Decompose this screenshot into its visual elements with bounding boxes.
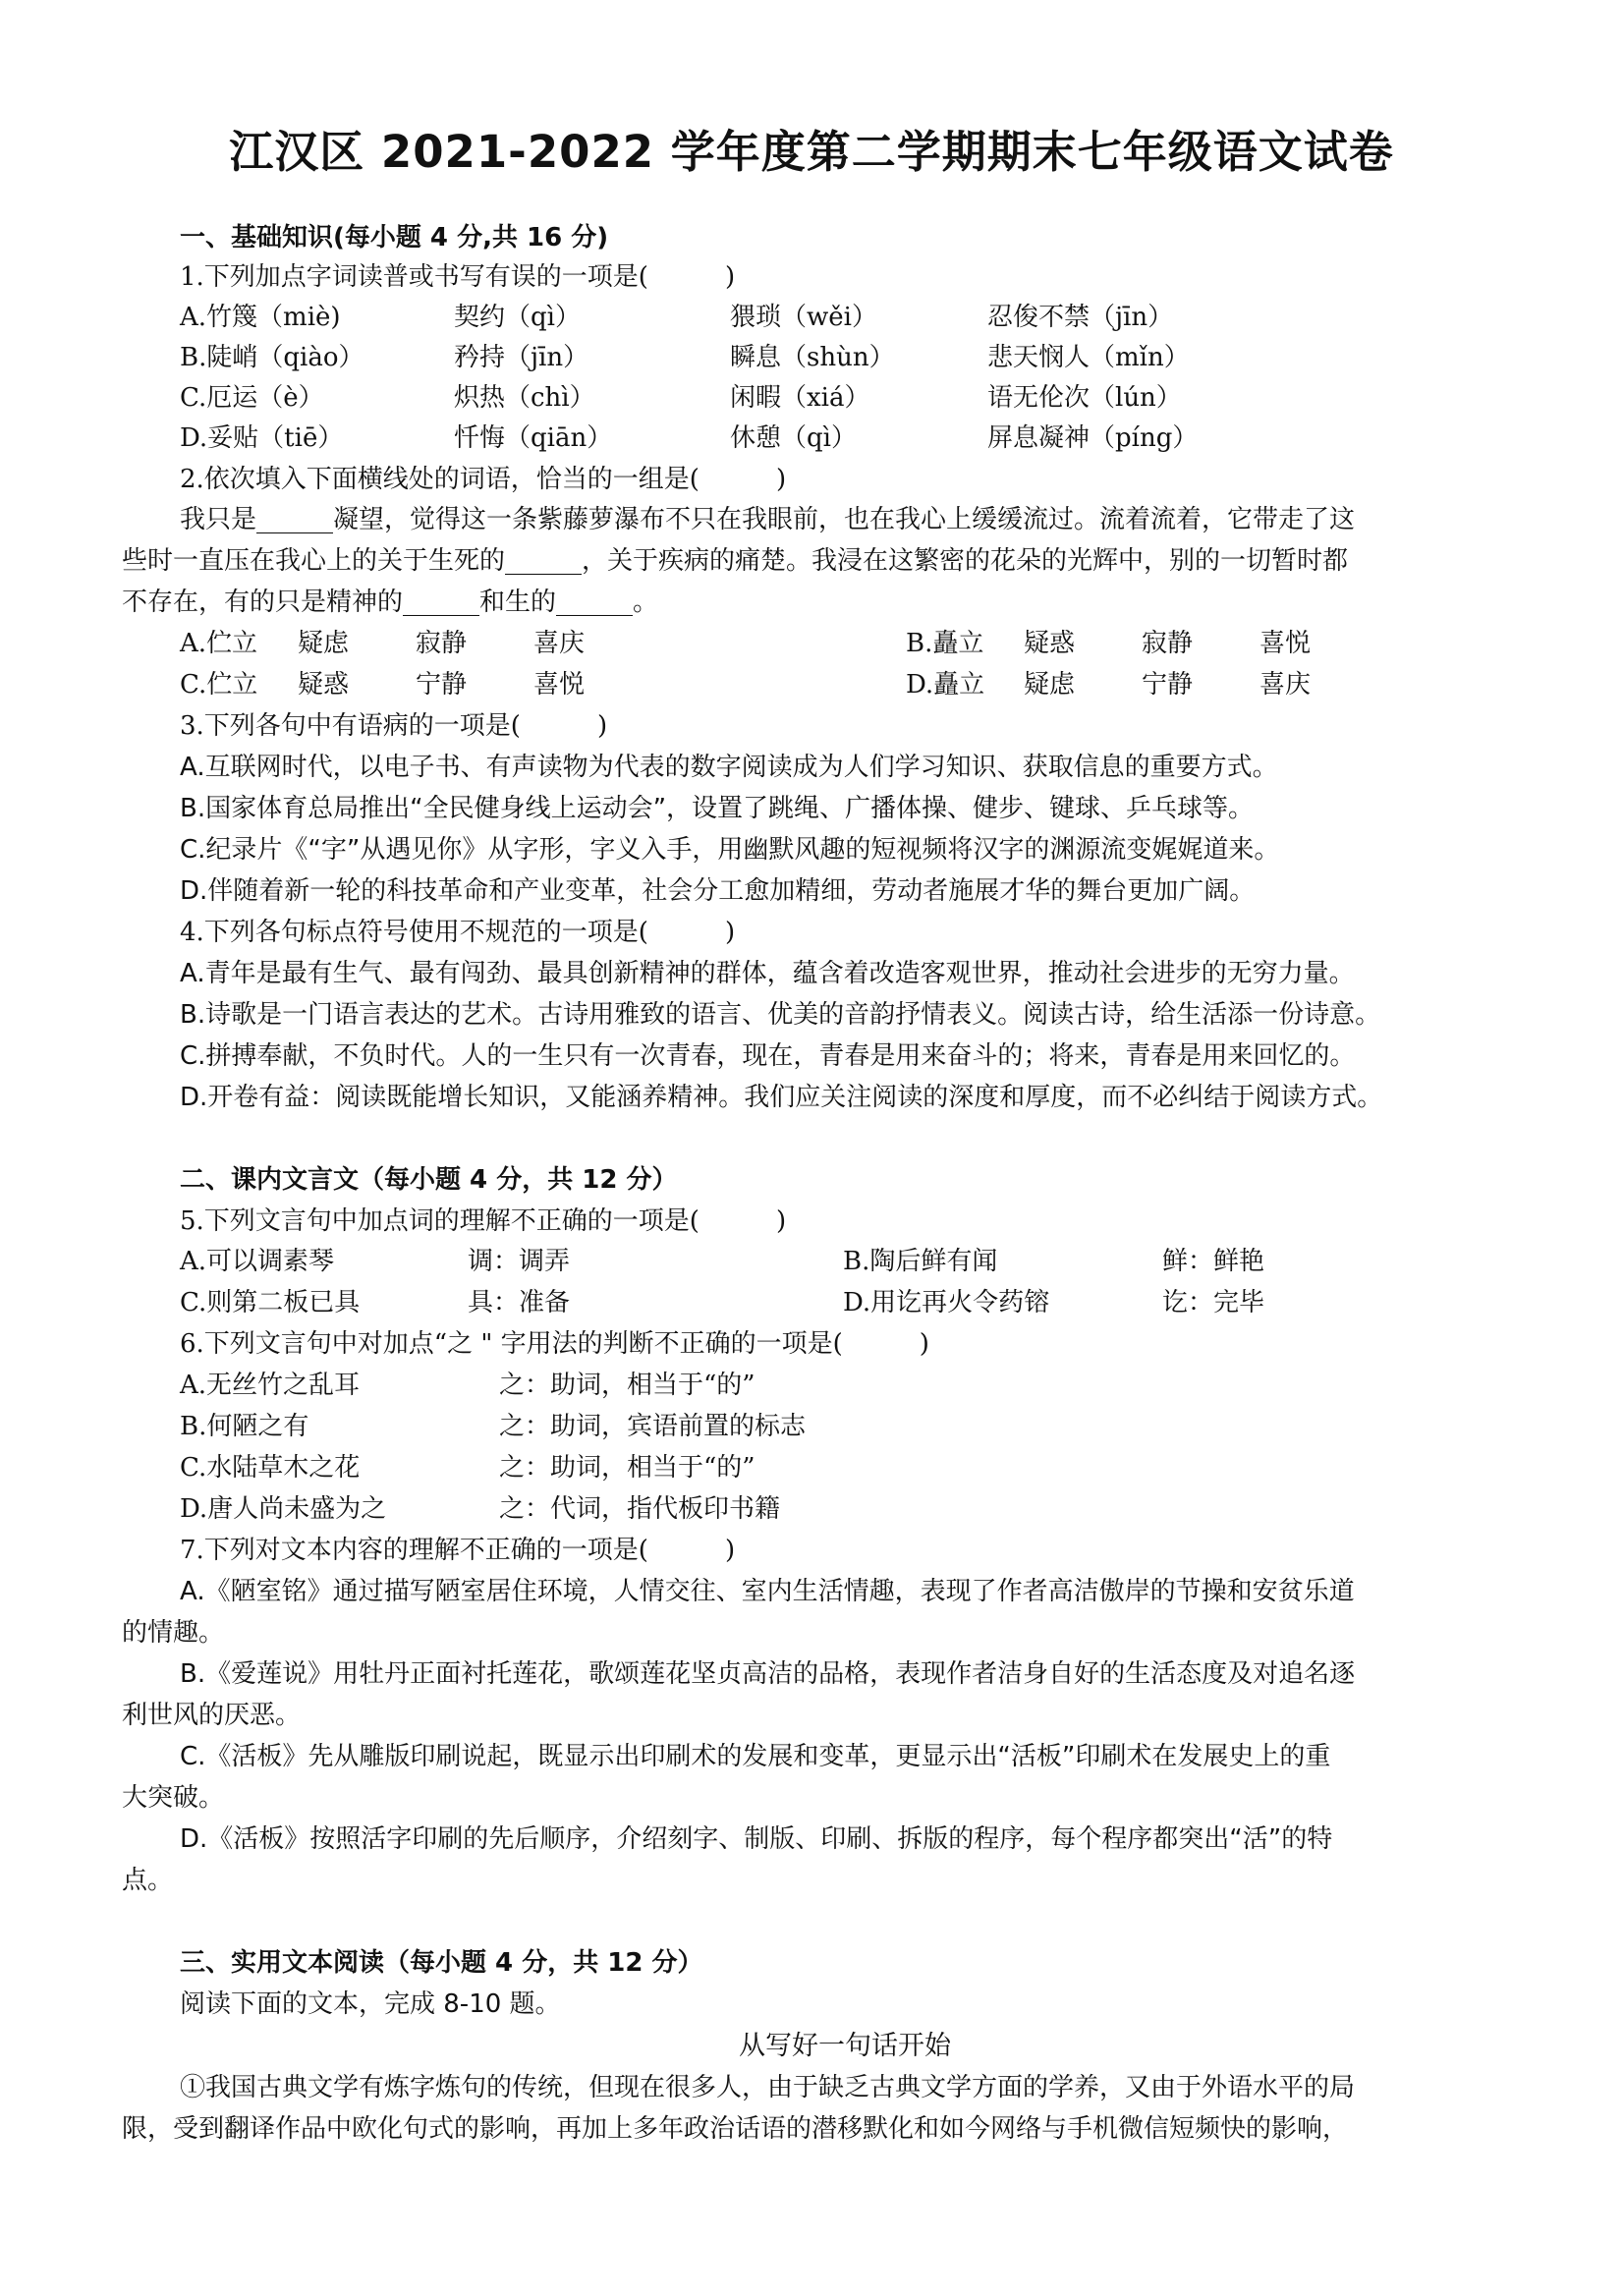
q2-option-c-1: C.伫立 bbox=[180, 670, 258, 700]
q3-stem: 3.下列各句中有语病的一项是( ) bbox=[180, 711, 608, 741]
q1-option-a-word2: 契约（qì） bbox=[454, 303, 581, 332]
q5-option-a: A.可以调素琴 bbox=[180, 1247, 335, 1276]
q1-option-c-word4: 语无伦次（lún） bbox=[987, 383, 1182, 413]
q7-option-a-cont: 的情趣。 bbox=[122, 1618, 225, 1648]
q2-option-d-1: D.矗立 bbox=[906, 670, 985, 700]
section-1-heading: 一、基础知识(每小题 4 分,共 16 分) bbox=[180, 223, 609, 252]
q2-option-c-2: 疑惑 bbox=[298, 670, 350, 700]
q2-option-d-3: 宁静 bbox=[1142, 670, 1194, 700]
q2-option-a-1: A.伫立 bbox=[180, 629, 258, 658]
q7-option-c: C.《活板》先从雕版印刷说起，既显示出印刷术的发展和变革，更显示出“活板”印刷术在发展史上的重 bbox=[180, 1742, 1331, 1771]
q2-option-a bbox=[180, 624, 651, 663]
q5-option-c: C.则第二板已具 bbox=[180, 1288, 361, 1317]
q1-option-a-word4: 忍俊不禁（jīn） bbox=[987, 303, 1174, 332]
q4-stem: 4.下列各句标点符号使用不规范的一项是( ) bbox=[180, 918, 736, 947]
q3-option-d: D.伴随着新一轮的科技革命和产业变革，社会分工愈加精细，劳动者施展才华的舞台更加广阔。 bbox=[180, 876, 1256, 906]
q1-option-c-word3: 闲暇（xiá） bbox=[730, 383, 870, 413]
q5-option-b: B.陶后鲜有闻 bbox=[843, 1247, 998, 1276]
q2-option-b bbox=[906, 624, 1377, 663]
exam-title: 江汉区 2021-2022 学年度第二学期期末七年级语文试卷 bbox=[229, 126, 1394, 178]
q5-stem: 5.下列文言句中加点词的理解不正确的一项是( ) bbox=[180, 1206, 787, 1236]
q6-option-b-judgement: 之：助词，宾语前置的标志 bbox=[499, 1412, 807, 1441]
q2-option-c-4: 喜悦 bbox=[533, 670, 586, 700]
q4-option-c: C.拼搏奉献，不负时代。人的一生只有一次青春，现在，青春是用来奋斗的；将来，青春是用来回忆的。 bbox=[180, 1041, 1356, 1071]
q1-option-c: C.厄运（è） bbox=[180, 383, 324, 413]
article-paragraph-1-line-1: ①我国古典文学有炼字炼句的传统，但现在很多人，由于缺乏古典文学方面的学养，又由于外语水平的局 bbox=[180, 2073, 1356, 2102]
q6-stem: 6.下列文言句中对加点“之 " 字用法的判断不正确的一项是( ) bbox=[180, 1329, 929, 1359]
q6-option-a: A.无丝竹之乱耳 bbox=[180, 1371, 361, 1400]
q2-option-a-4: 喜庆 bbox=[533, 629, 586, 658]
q2-passage-line-3: 不存在，有的只是精神的______和生的______。 bbox=[122, 588, 659, 617]
q5-option-d: D.用讫再火令药镕 bbox=[843, 1288, 1050, 1317]
q6-option-c: C.水陆草木之花 bbox=[180, 1453, 361, 1483]
q2-option-c-3: 宁静 bbox=[416, 670, 468, 700]
q1-option-d: D.妥贴（tiē） bbox=[180, 423, 344, 453]
reading-instruction: 阅读下面的文本，完成 8-10 题。 bbox=[180, 1989, 561, 2019]
q2-option-c bbox=[180, 665, 651, 704]
q2-option-d bbox=[906, 665, 1377, 704]
article-title: 从写好一句话开始 bbox=[739, 2031, 951, 2061]
q1-option-a-word3: 猥琐（wěi） bbox=[730, 303, 877, 332]
q2-option-b-3: 寂静 bbox=[1142, 629, 1194, 658]
q1-option-c-word2: 炽热（chì） bbox=[454, 383, 595, 413]
q1-option-b-word4: 悲天悯人（mǐn） bbox=[987, 343, 1190, 372]
q1-option-a: A.竹篾（miè) bbox=[180, 303, 341, 332]
q3-option-a: A.互联网时代，以电子书、有声读物为代表的数字阅读成为人们学习知识、获取信息的重要方式。 bbox=[180, 753, 1278, 782]
q1-option-d-word2: 忏悔（qiān） bbox=[454, 423, 613, 453]
q4-option-b: B.诗歌是一门语言表达的艺术。古诗用雅致的语言、优美的音韵抒情表义。阅读古诗，给生活添一份诗意。 bbox=[180, 1000, 1381, 1030]
q1-option-b: B.陡峭（qiào） bbox=[180, 343, 364, 372]
q2-option-b-1: B.矗立 bbox=[906, 629, 984, 658]
q3-option-c: C.纪录片《“字”从遇见你》从字形，字义入手，用幽默风趣的短视频将汉字的渊源流变娓娓道来。 bbox=[180, 835, 1280, 865]
q5-option-a-gloss: 调：调弄 bbox=[468, 1247, 571, 1276]
q3-option-b: B.国家体育总局推出“全民健身线上运动会”，设置了跳绳、广播体操、健步、键球、乒乓球等。 bbox=[180, 794, 1255, 823]
q7-option-a: A.《陋室铭》通过描写陋室居住环境，人情交往、室内生活情趣，表现了作者高洁傲岸的节操和安贫乐道 bbox=[180, 1577, 1355, 1606]
q7-option-b-cont: 利世风的厌恶。 bbox=[122, 1701, 302, 1730]
q6-option-d-judgement: 之：代词，指代板印书籍 bbox=[499, 1494, 781, 1524]
q7-option-c-cont: 大突破。 bbox=[122, 1783, 225, 1813]
article-paragraph-1-line-2: 限，受到翻译作品中欧化句式的影响，再加上多年政治话语的潜移默化和如今网络与手机微信短频快的影响， bbox=[122, 2114, 1349, 2144]
q5-option-c-gloss: 具：准备 bbox=[468, 1288, 571, 1317]
q4-option-d: D.开卷有益：阅读既能增长知识，又能涵养精神。我们应关注阅读的深度和厚度，而不必纠结于阅读方式。 bbox=[180, 1083, 1383, 1112]
q2-stem: 2.依次填入下面横线处的词语，恰当的一组是( ) bbox=[180, 465, 787, 494]
q1-stem: 1.下列加点字词读普或书写有误的一项是( ) bbox=[180, 262, 736, 292]
q5-option-d-gloss: 讫：完毕 bbox=[1162, 1288, 1265, 1317]
q6-option-a-judgement: 之：助词，相当于“的” bbox=[499, 1371, 756, 1400]
q7-option-b: B.《爱莲说》用牡丹正面衬托莲花，歌颂莲花坚贞高洁的品格，表现作者洁身自好的生活态度及对追名逐 bbox=[180, 1659, 1356, 1689]
q4-option-a: A.青年是最有生气、最有闯劲、最具创新精神的群体，蕴含着改造客观世界，推动社会进步的无穷力量。 bbox=[180, 959, 1355, 988]
section-2-heading: 二、课内文言文（每小题 4 分，共 12 分） bbox=[180, 1165, 678, 1195]
q2-passage-line-2: 些时一直压在我心上的关于生死的______，关于疾病的痛楚。我浸在这繁密的花朵的光辉中，别的一切暂时都 bbox=[122, 546, 1349, 576]
section-3-heading: 三、实用文本阅读（每小题 4 分，共 12 分） bbox=[180, 1948, 703, 1978]
q7-option-d: D.《活板》按照活字印刷的先后顺序，介绍刻字、制版、印刷、拆版的程序，每个程序都突出“活”的特 bbox=[180, 1824, 1333, 1854]
q2-option-a-2: 疑虑 bbox=[298, 629, 350, 658]
q1-option-b-word2: 矜持（jīn） bbox=[454, 343, 589, 372]
q1-option-d-word3: 休憩（qì） bbox=[730, 423, 857, 453]
q5-option-b-gloss: 鲜：鲜艳 bbox=[1162, 1247, 1265, 1276]
q7-option-d-cont: 点。 bbox=[122, 1866, 174, 1895]
q2-passage-line-1: 我只是______凝望，觉得这一条紫藤萝瀑布不只在我眼前，也在我心上缓缓流过。流着流着，它带走了这 bbox=[180, 505, 1356, 534]
q7-stem: 7.下列对文本内容的理解不正确的一项是( ) bbox=[180, 1536, 736, 1565]
q2-option-d-2: 疑虑 bbox=[1024, 670, 1076, 700]
q2-option-b-4: 喜悦 bbox=[1259, 629, 1312, 658]
q2-option-b-2: 疑惑 bbox=[1024, 629, 1076, 658]
q6-option-b: B.何陋之有 bbox=[180, 1412, 309, 1441]
q6-option-d: D.唐人尚未盛为之 bbox=[180, 1494, 387, 1524]
q6-option-c-judgement: 之：助词，相当于“的” bbox=[499, 1453, 756, 1483]
q1-option-b-word3: 瞬息（shùn） bbox=[730, 343, 895, 372]
q2-option-a-3: 寂静 bbox=[416, 629, 468, 658]
q1-option-d-word4: 屏息凝神（píng） bbox=[987, 423, 1199, 453]
q2-option-d-4: 喜庆 bbox=[1259, 670, 1312, 700]
